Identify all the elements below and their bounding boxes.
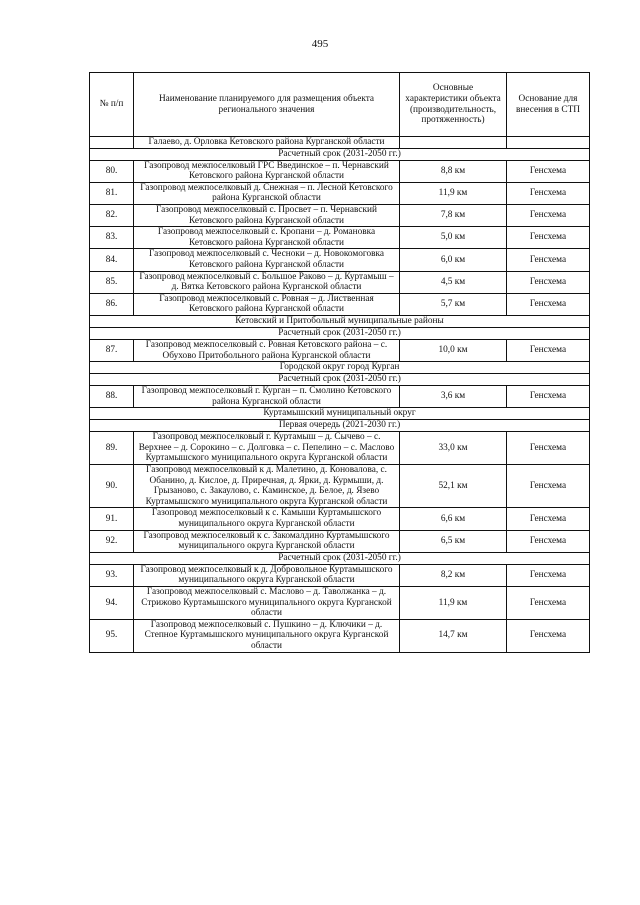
object-name: Газопровод межпоселковый с. Просвет – п. Чернавский Кетовского района Курганской области [134,204,400,226]
object-basis: Генсхема [507,619,590,652]
table-row [90,465,590,508]
object-name: Газопровод межпоселковый ГРС Введинское – п. Чернавский Кетовского района Курганской области [134,160,400,182]
table-row [90,619,590,652]
object-name: Газопровод межпоселковый к с. Камыши Куртамышского муниципального округа Курганской области [134,508,400,530]
row-number: 88. [90,386,134,408]
table-row [90,271,590,293]
object-basis: Генсхема [507,249,590,271]
object-length: 8,2 км [400,564,507,586]
object-basis: Генсхема [507,386,590,408]
row-number: 80. [90,160,134,182]
section-row [90,552,590,564]
object-name: Газопровод межпоселковый д. Снежная – п. Лесной Кетовского района Курганской области [134,182,400,204]
table-row [90,227,590,249]
section-title: Куртамышский муниципальный округ [90,408,590,420]
table-row [90,204,590,226]
row-number: 86. [90,293,134,315]
object-length [400,137,507,149]
section-row [90,362,590,374]
row-number: 81. [90,182,134,204]
section-title: Расчетный срок (2031-2050 гг.) [90,552,590,564]
table-row [90,249,590,271]
object-basis: Генсхема [507,465,590,508]
object-basis: Генсхема [507,182,590,204]
header-name: Наименование планируемого для размещения объекта регионального значения [134,73,400,137]
header-basis: Основание для внесения в СТП [507,73,590,137]
object-length: 11,9 км [400,587,507,620]
table-row [90,508,590,530]
object-length: 11,9 км [400,182,507,204]
object-name: Газопровод межпоселковый г. Курган – п. Смолино Кетовского района Курганской области [134,386,400,408]
object-name: Газопровод межпоселковый с. Кропани – д. Романовка Кетовского района Курганской области [134,227,400,249]
object-length: 52,1 км [400,465,507,508]
object-basis: Генсхема [507,564,590,586]
section-title: Кетовский и Притобольный муниципальные районы [90,315,590,327]
object-name: Газопровод межпоселковый с. Ровная – д. Лиственная Кетовского района Курганской области [134,293,400,315]
table-header-row [90,73,590,137]
object-length: 8,8 км [400,160,507,182]
object-basis: Генсхема [507,530,590,552]
object-name: Газопровод межпоселковый с. Ровная Кетовского района – с. Обухово Притобольного района Курганской области [134,339,400,361]
row-number: 83. [90,227,134,249]
table-row [90,293,590,315]
section-row [90,408,590,420]
row-number: 90. [90,465,134,508]
section-title: Городской округ город Курган [90,362,590,374]
object-length: 6,6 км [400,508,507,530]
object-basis: Генсхема [507,339,590,361]
objects-table [89,72,590,653]
section-title: Первая очередь (2021-2030 гг.) [90,420,590,432]
object-length: 7,8 км [400,204,507,226]
section-row [90,420,590,432]
row-number: 92. [90,530,134,552]
object-length: 5,0 км [400,227,507,249]
object-basis: Генсхема [507,204,590,226]
object-name: Газопровод межпоселковый к с. Закомалдино Куртамышского муниципального округа Курганской области [134,530,400,552]
object-length: 6,5 км [400,530,507,552]
table-body [90,137,590,653]
row-number: 94. [90,587,134,620]
row-number: 89. [90,432,134,465]
object-length: 5,7 км [400,293,507,315]
object-name: Газопровод межпоселковый с. Большое Раково – д. Куртамыш – д. Вятка Кетовского района Курганской области [134,271,400,293]
table-row [90,160,590,182]
section-title: Расчетный срок (2031-2050 гг.) [90,327,590,339]
object-basis: Генсхема [507,293,590,315]
section-title: Расчетный срок (2031-2050 гг.) [90,374,590,386]
row-number: 84. [90,249,134,271]
table-row [90,432,590,465]
object-basis: Генсхема [507,227,590,249]
section-title: Расчетный срок (2031-2050 гг.) [90,148,590,160]
section-row [90,327,590,339]
object-name: Газопровод межпоселковый с. Маслово – д. Таволжанка – д. Стрижово Куртамышского муниципального округа Курганской области [134,587,400,620]
row-number: 85. [90,271,134,293]
object-basis: Генсхема [507,508,590,530]
row-number: 93. [90,564,134,586]
section-row [90,315,590,327]
object-basis [507,137,590,149]
object-name: Газопровод межпоселковый к д. Добровольное Куртамышского муниципального округа Курганской области [134,564,400,586]
object-length: 6,0 км [400,249,507,271]
row-number: 95. [90,619,134,652]
table-row [90,182,590,204]
object-name: Газопровод межпоселковый с. Чесноки – д. Новокомоговка Кетовского района Курганской области [134,249,400,271]
object-name: Газопровод межпоселковый к д. Малетино, д. Коновалова, с. Обанино, д. Кислое, д. Приречная, д. Ярки, д. Курмыши, д. Грызаново, с. Закаулово, с. Каминское, д. Белое, д. Язево Куртамышского муниципального округа Курганской области [134,465,400,508]
object-length: 3,6 км [400,386,507,408]
section-row [90,374,590,386]
object-basis: Генсхема [507,271,590,293]
object-length: 33,0 км [400,432,507,465]
header-num: № п/п [90,73,134,137]
row-number: 91. [90,508,134,530]
object-length: 14,7 км [400,619,507,652]
row-number: 87. [90,339,134,361]
table-row [90,339,590,361]
object-length: 4,5 км [400,271,507,293]
object-basis: Генсхема [507,160,590,182]
object-name: Галаево, д. Орловка Кетовского района Курганской области [134,137,400,149]
header-characteristics: Основные характеристики объекта (производительность, протяженность) [400,73,507,137]
continuation-row [90,137,590,149]
object-basis: Генсхема [507,587,590,620]
page-number: 495 [311,38,329,50]
row-number: 82. [90,204,134,226]
table-row [90,587,590,620]
object-length: 10,0 км [400,339,507,361]
table-row [90,530,590,552]
object-name: Газопровод межпоселковый с. Пушкино – д. Ключики – д. Степное Куртамышского муниципального округа Курганской области [134,619,400,652]
row-number [90,137,134,149]
object-name: Газопровод межпоселковый г. Куртамыш – д. Сычево – с. Верхнее – д. Сорокино – с. Долговка – с. Пепелино – с. Маслово Куртамышского муниципального округа Курганской области [134,432,400,465]
section-row [90,148,590,160]
object-basis: Генсхема [507,432,590,465]
table-row [90,386,590,408]
table-row [90,564,590,586]
